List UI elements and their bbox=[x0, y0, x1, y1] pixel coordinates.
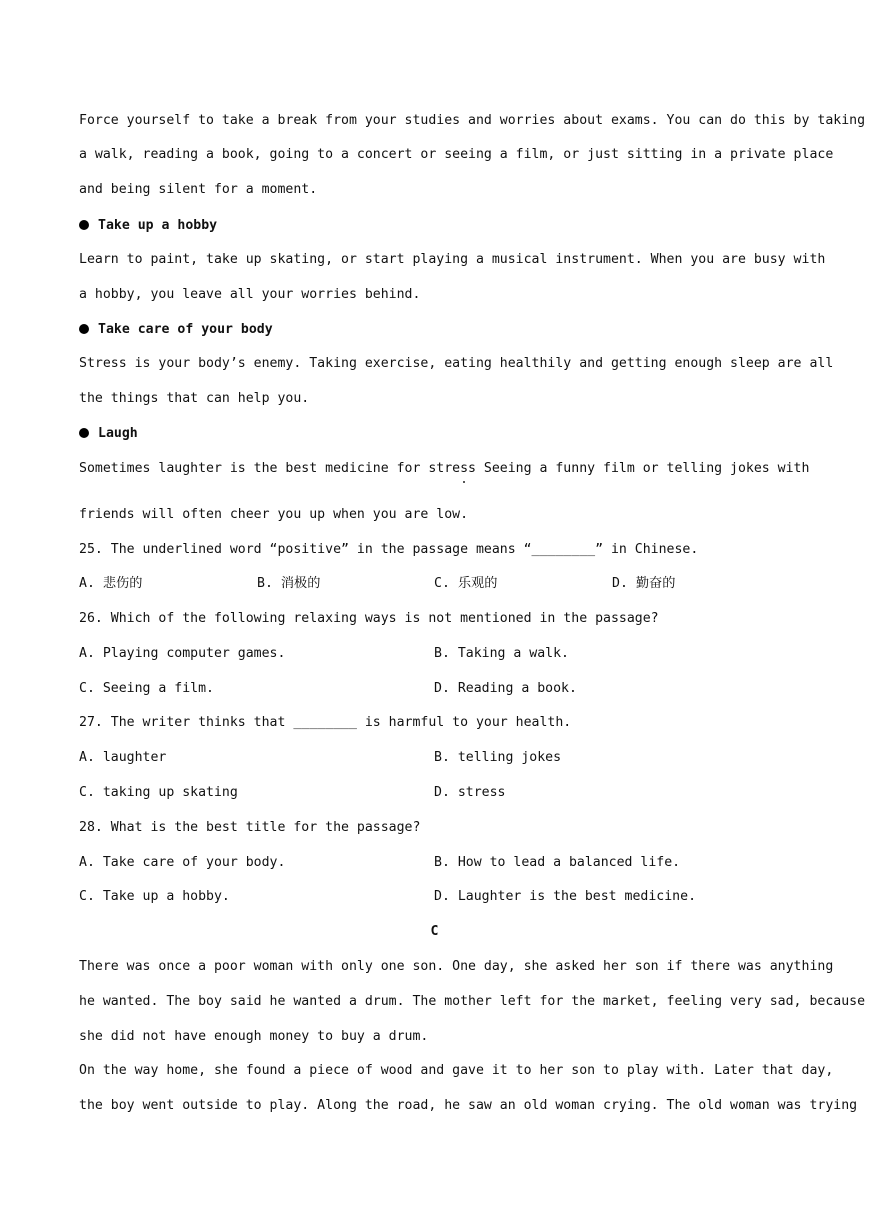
paragraph-line: the boy went outside to play. Along the road, he saw an old woman crying. The old woman was trying bbox=[79, 1098, 858, 1113]
passage-c-heading: C bbox=[430, 924, 439, 939]
q25-option-c: C. 乐观的 bbox=[434, 576, 498, 591]
q25-option-d: D. 勤奋的 bbox=[612, 576, 676, 591]
q27-option-b: B. telling jokes bbox=[434, 750, 562, 765]
paragraph-line: Learn to paint, take up skating, or start playing a musical instrument. When you are busy with bbox=[79, 252, 826, 267]
heading-text: Take care of your body bbox=[98, 322, 273, 337]
section-heading-body bbox=[79, 322, 790, 338]
bullet-icon bbox=[79, 324, 89, 334]
paragraph-line: Force yourself to take a break from your studies and worries about exams. You can do this by taking bbox=[79, 113, 866, 128]
paragraph-line: a walk, reading a book, going to a concert or seeing a film, or just sitting in a private place bbox=[79, 147, 834, 162]
paragraph-line: On the way home, she found a piece of wood and gave it to her son to play with. Later that day, bbox=[79, 1063, 834, 1078]
paragraph-line: There was once a poor woman with only one son. One day, she asked her son if there was anything bbox=[79, 959, 834, 974]
section-heading-hobby bbox=[79, 218, 790, 234]
q27-option-a: A. laughter bbox=[79, 750, 167, 765]
q25-option-a: A. 悲伤的 bbox=[79, 576, 143, 591]
paragraph-line: and being silent for a moment. bbox=[79, 182, 318, 197]
paragraph-line: a hobby, you leave all your worries behind. bbox=[79, 287, 421, 302]
q27-option-c: C. taking up skating bbox=[79, 785, 238, 800]
bullet-icon bbox=[79, 220, 89, 230]
q28-option-c: C. Take up a hobby. bbox=[79, 889, 230, 904]
heading-text: Laugh bbox=[98, 426, 138, 441]
q27-option-d: D. stress bbox=[434, 785, 506, 800]
paragraph-line: the things that can help you. bbox=[79, 391, 310, 406]
q28-option-a: A. Take care of your body. bbox=[79, 855, 286, 870]
q28-option-b: B. How to lead a balanced life. bbox=[434, 855, 681, 870]
stray-dot-mark bbox=[463, 481, 465, 483]
q25-option-b: B. 消极的 bbox=[257, 576, 321, 591]
question-28-stem: 28. What is the best title for the passage? bbox=[79, 820, 421, 835]
q28-option-d: D. Laughter is the best medicine. bbox=[434, 889, 697, 904]
q26-option-d: D. Reading a book. bbox=[434, 681, 577, 696]
paragraph-line: she did not have enough money to buy a drum. bbox=[79, 1029, 429, 1044]
paragraph-line: he wanted. The boy said he wanted a drum. The mother left for the market, feeling very sad, because bbox=[79, 994, 866, 1009]
q26-option-b: B. Taking a walk. bbox=[434, 646, 569, 661]
heading-text: Take up a hobby bbox=[98, 218, 218, 233]
question-27-stem: 27. The writer thinks that ________ is harmful to your health. bbox=[79, 715, 572, 730]
paragraph-line: Sometimes laughter is the best medicine for stress Seeing a funny film or telling jokes with bbox=[79, 461, 810, 476]
paragraph-line: friends will often cheer you up when you are low. bbox=[79, 507, 469, 522]
q26-option-c: C. Seeing a film. bbox=[79, 681, 214, 696]
q26-option-a: A. Playing computer games. bbox=[79, 646, 286, 661]
section-heading-laugh bbox=[79, 426, 790, 442]
bullet-icon bbox=[79, 428, 89, 438]
paragraph-line: Stress is your body’s enemy. Taking exercise, eating healthily and getting enough sleep are all bbox=[79, 356, 834, 371]
question-25-stem: 25. The underlined word “positive” in the passage means “________” in Chinese. bbox=[79, 542, 699, 557]
question-26-stem: 26. Which of the following relaxing ways is not mentioned in the passage? bbox=[79, 611, 659, 626]
